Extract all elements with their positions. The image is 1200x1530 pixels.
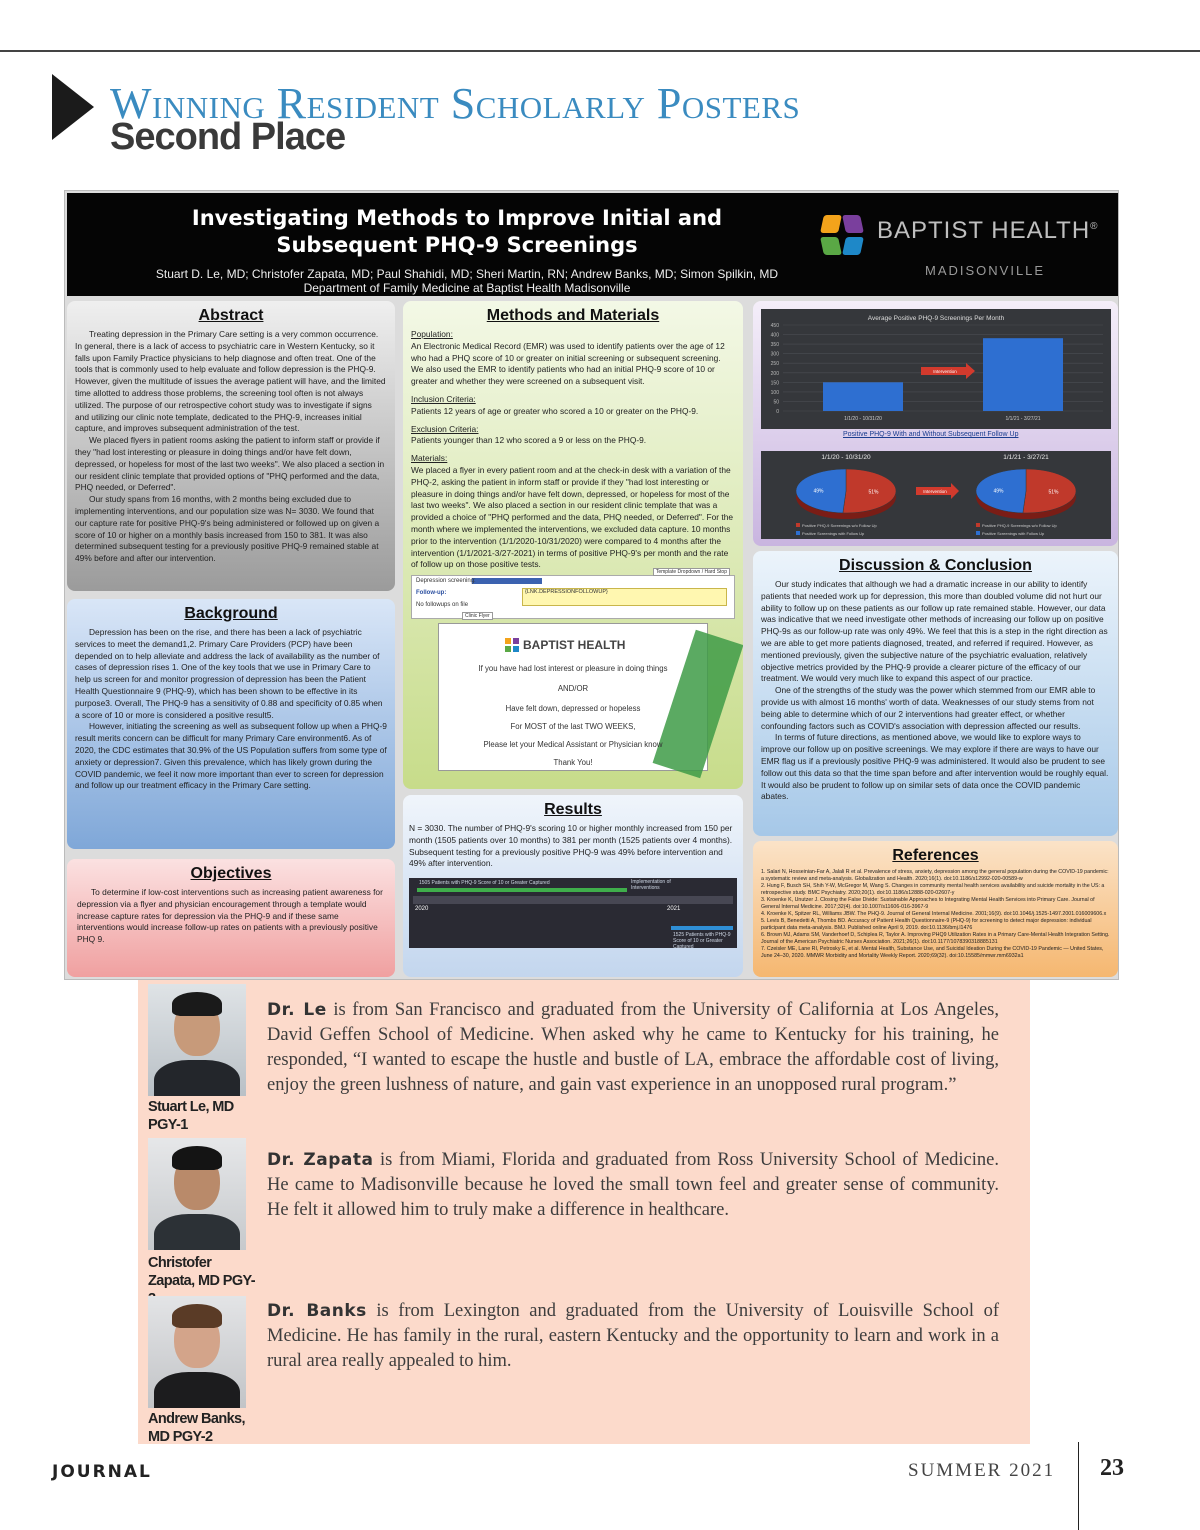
clinic-flyer <box>438 623 708 771</box>
results-text: N = 3030. The number of PHQ-9's scoring 10 or higher monthly increased from 150 per month (1505 patients over 10 months) to 381 per month (1525 patients over 4 months). Subsequent testing for a previously positive PHQ-9 was 49% before intervention and 49% after intervention. <box>409 823 733 869</box>
pie-charts <box>761 451 1111 539</box>
exclusion-text: Patients younger than 12 who scored a 9 or less on the PHQ-9. <box>411 435 647 446</box>
legend-label: Positive Screenings with Follow Up <box>982 531 1045 536</box>
chart-caption: Positive PHQ-9 With and Without Subsequent Follow Up <box>843 431 1019 438</box>
exclusion-label: Exclusion Criteria: <box>411 423 479 434</box>
flyer-line: Thank You! <box>553 758 593 768</box>
timeline-before-bar <box>417 888 627 892</box>
abstract-panel <box>67 301 395 591</box>
timeline-year: 2020 <box>415 906 429 913</box>
caption-name: Christofer <box>148 1255 212 1271</box>
timeline-months <box>413 896 733 904</box>
template-tag: Template Dropdown / Hard Stop <box>653 568 730 576</box>
template-row: No followups on file <box>416 602 469 609</box>
legend-swatch <box>976 523 980 527</box>
caption-title: MD PGY-2 <box>148 1429 213 1445</box>
poster <box>64 190 1119 980</box>
caption-title: PGY-1 <box>148 1117 188 1133</box>
legend-label: Positive PHQ-9 Screenings w/o Follow Up <box>982 523 1057 528</box>
population-label: Population: <box>411 329 453 339</box>
legend-swatch <box>796 531 800 535</box>
x-tick-label: 1/1/20 - 10/31/20 <box>844 416 882 422</box>
y-tick-label: 150 <box>770 380 779 387</box>
y-tick-label: 0 <box>776 409 779 415</box>
bar <box>983 338 1063 411</box>
y-tick-label: 400 <box>770 332 779 339</box>
poster-authors <box>87 267 847 295</box>
objectives-heading: Objectives <box>190 865 272 882</box>
footer-issue: SUMMER 2021 <box>908 1460 1056 1481</box>
department: Department of Family Medicine at Baptist Health Madisonville <box>303 281 631 295</box>
y-tick-label: 350 <box>770 342 779 349</box>
legend-label: Positive PHQ-9 Screenings w/o Follow Up <box>802 523 877 528</box>
andrew-banks-caption <box>148 1410 258 1446</box>
flyer-brand: BAPTIST HEALTH <box>523 638 626 653</box>
bio-text: is from Lexington and graduated from the University of Louisville School of Medicine. He has family in the rural, eastern Kentucky and the opportunity to learn and work in a rural area really appealed to him. <box>267 1301 999 1371</box>
poster-title: Investigating Methods to Improve Initial and Subsequent PHQ-9 Screenings <box>191 206 723 257</box>
logo-name: BAPTIST HEALTH® <box>877 217 1099 244</box>
reference-item: 3. Kroenke K, Unutzer J. Closing the False Divide: Sustainable Approaches to Integrating Mental Health Services into Primary Care. Journal of General Internal Medicine. 2017;32(4). doi:10.1007/s11606-016-3967-9 <box>761 897 1095 910</box>
methods-heading: Methods and Materials <box>486 307 660 324</box>
bio-name: Dr. Zapata <box>267 1150 374 1170</box>
top-rule <box>0 50 1200 52</box>
stuart-le-photo <box>148 984 246 1096</box>
abstract-heading: Abstract <box>198 307 264 324</box>
x-tick-label: 1/1/21 - 3/27/21 <box>1005 416 1041 422</box>
page-number: 23 <box>1100 1455 1124 1481</box>
discussion-panel <box>753 551 1118 836</box>
y-tick-label: 200 <box>770 370 779 377</box>
pie-chart-svg <box>761 451 1111 539</box>
flyer-line: Please let your Medical Assistant or Physician know <box>483 740 663 750</box>
inclusion-text: Patients 12 years of age or greater who scored a 10 or greater on the PHQ-9. <box>411 405 699 416</box>
results-heading: Results <box>544 801 602 818</box>
template-dropdown <box>472 578 542 584</box>
reference-item: 7. Czeisler ME, Lane RI, Petrosky E, et al. Mental Health, Substance Use, and Suicidal Ideation During the COVID-19 Pandemic — United States, June 24–30, 2020. MMWR Morbidity and Mortality Weekly Report. 2020;69(32). doi:10.15585/mmwr.mm6932a1 <box>761 946 1104 959</box>
section-arrow-icon <box>52 74 94 140</box>
references-panel <box>753 841 1118 977</box>
legend-label: Positive Screenings with Follow Up <box>802 531 865 536</box>
reference-item: 5. Levis B, Benedetti A, Thombs BD. Accuracy of Patient Health Questionnaire-9 (PHQ-9) for screening to detect major depression: individual participant data meta-analysis. BMJ. Published online April 9, 2019. doi:10.1136/bmj.l1476 <box>761 918 1092 931</box>
footer-divider <box>1078 1442 1079 1530</box>
template-row: Depression screening: <box>416 578 476 585</box>
timeline-label: 1505 Patients with PHQ-9 Score of 10 or Greater Captured <box>419 880 550 887</box>
baptist-health-logo <box>822 211 1112 286</box>
template-row: Follow-up: <box>416 590 447 597</box>
bio-name: Dr. Banks <box>267 1301 367 1321</box>
baptist-health-mark-icon <box>822 215 866 259</box>
stuart-le-caption <box>148 1098 258 1134</box>
section-title: Winning Resident Scholarly Posters <box>110 79 801 128</box>
bar-chart <box>761 309 1111 429</box>
charts-panel <box>753 301 1118 546</box>
christofer-zapata-photo <box>148 1138 246 1250</box>
y-tick-label: 100 <box>770 389 779 396</box>
background-text: However, initiating the screening as well as subsequent follow up when a PHQ-9 result merits concern can be difficult for many Primary Care environment6. As of 2020, the CDC estimates that 30.9% of the US Population suffers from some type of anxiety or depression7. Given this prevalence, which has likely grown during the COVID pandemic, we feel it now more important than ever to screen for depression and follow up our treatment efficacy in the Primary Care setting. <box>75 721 387 791</box>
abstract-text: Treating depression in the Primary Care setting is a very common occurrence. In general, there is a lack of access to psychiatric care in Western Kentucky, so it falls upon Family Practice physicians to help diagnose and often treat. One of the tools that is commonly used to help evaluate and follow depression is the PHQ-9. However, given the multitude of issues the average patient will have, and the limited time allotted to address those problems, the screening tool often is not always utilized. The purpose of our retrospective cohort study was to investigate if signs and utilizing our clinic note template, dedicated to the PHQ-9, increases initial capture, and improves subsequent administration of the test. <box>75 329 386 434</box>
bar-chart-svg <box>761 309 1111 429</box>
legend-swatch <box>976 531 980 535</box>
results-timeline <box>409 878 737 951</box>
discussion-text: One of the strengths of the study was the power which stemmed from our EMR able to provide us with almost 16 months' worth of data. Weaknesses of our study stems from not being able to determine which of our 2 interventions had greater effect, or whether confounding factors such as COVID's association with depression affected our results. <box>761 685 1096 731</box>
reference-item: 4. Kroenke K, Spitzer RL, Williams JBW. The PHQ-9. Journal of General Internal Medicine. 2001;16(9). doi:10.1046/j.1525-1497.2001.016009606.x <box>761 911 1107 917</box>
objectives-panel <box>67 859 395 977</box>
caption-name: Andrew Banks, <box>148 1411 245 1427</box>
pie-data-label: 49% <box>813 488 824 495</box>
flyer-line: AND/OR <box>557 684 589 694</box>
bio-le <box>267 998 999 1098</box>
pie-data-label: 51% <box>1048 489 1059 496</box>
footer-publication: JOURNAL <box>52 1462 152 1482</box>
abstract-text: Our study spans from 16 months, with 2 months being excluded due to implementing interventions, and our population size was N= 3030. We found that our capture rate for positive PHQ-9's being administered or followed up on given a score of 10 or higher on a monthly basis increased from 150 to 381. It was also determined subsequent testing for a previously positive PHQ-9 remained stable at 49% before and after our intervention. <box>75 494 380 564</box>
y-tick-label: 50 <box>773 399 779 406</box>
flyer-line: If you have had lost interest or pleasure in doing things <box>478 664 668 674</box>
references-heading: References <box>892 847 979 864</box>
bio-zapata <box>267 1148 999 1223</box>
clinic-flyer-tag: Clinic Flyer <box>462 612 493 620</box>
materials-text: We placed a flyer in every patient room and at the check-in desk with a variation of the PHQ-2, asking the patient in inform staff or provide if they "had lost interesting or pleasure in doing things and/or have felt down, depressed, or hopeless for most of the last two weeks". We also placed a section in our resident clinic template that was a provided a choice of "PHQ performed and the data, PHQ needed, or Deferred". For the month where we implemented the interventions, we excluded data capture. 10 months prior to the intervention (1/1/2020-10/31/2020) were compared to 4 months after the intervention (1/1/2021-3/27-2021) in terms of positive PHQ-9's per month and the rate of follow up on those positive tests. <box>411 464 734 570</box>
objectives-text: To determine if low-cost interventions such as increasing patient awareness for depression via a flyer and physician encouragement through a template would increase capture rates for depression via the PHQ-9 and if these same interventions would increase follow-up rates on patients with a previously positive PHQ 9. <box>77 887 383 945</box>
discussion-text: Our study indicates that although we had a dramatic increase in our ability to identify patients that needed work up for depression, this more than doubled volume did not hurt our ability to follow up on these patients as our follow up rate remained stable. However, our data was indicative that we need investigate other methods of increasing our follow up on positive PHQ-9s as our follow-up rate was only 49%. We feel that this is a step in the right direction as we are able to get more patients diagnosed, treated, and referred if required. However, as mentioned previously, given the subjective nature of the psychiatric evaluation, relatively objective metrics provided by the PHQ-9 provide a clearer picture of the efficacy of our treatment. We would very much like to expand this aspect of our practice. <box>761 579 1108 684</box>
materials-label: Materials: <box>411 453 448 464</box>
bar <box>823 382 903 411</box>
bio-text: is from Miami, Florida and graduated from Ross University School of Medicine. He came to Madisonville because he loved the small town feel and greater sense of community. He felt it allowed him to truly make a difference in healthcare. <box>267 1150 999 1220</box>
y-tick-label: 250 <box>770 361 779 368</box>
author-list: Stuart D. Le, MD; Christofer Zapata, MD; Paul Shahidi, MD; Sheri Martin, RN; Andrew Banks, MD; Simon Spilkin, MD <box>155 267 779 281</box>
poster-header <box>67 193 1118 296</box>
caption-title: Zapata, MD PGY- <box>148 1273 256 1289</box>
bar-chart-title: Average Positive PHQ-9 Screenings Per Month <box>867 315 1005 322</box>
andrew-banks-photo <box>148 1296 246 1408</box>
discussion-heading: Discussion & Conclusion <box>839 557 1032 574</box>
y-tick-label: 450 <box>770 323 779 329</box>
flyer-logo-icon <box>505 638 519 652</box>
background-text: Depression has been on the rise, and there has been a lack of psychiatric services to meet the demand1,2. Primary Care Providers (PCP) have been depended on to help alleviate and address the lack of availability as the number of cases of depression rises 1. One of the key tools that we use in Primary Care to help us screen for and monitor progression of depression has been the Patient Health Questionnaire 9 (PHQ-9), which has been shown to be effective in its purpose3. Overall, The PHQ-9 has a sensitivity of 0.88 and specificity of 0.85 when a score of 10 or more is considered a positive result5. <box>75 627 383 720</box>
reference-item: 2. Hung F, Busch SH, Shih Y-W, McGregor M, Wang S. Changes in community mental health services availability and suicide mortality in the US: a retrospective study. BMC Psychiatry. 2020;20(1). doi:10.1186/s12888-020-02607-y <box>761 883 1105 896</box>
inclusion-label: Inclusion Criteria: <box>411 393 476 404</box>
template-followup-box: {LNK.DEPRESSIONFOLLOWUP} <box>522 588 727 606</box>
bio-banks <box>267 1299 999 1374</box>
legend-swatch <box>796 523 800 527</box>
timeline-impl-label: Implementation of Interventions <box>631 879 671 892</box>
discussion-text: In terms of future directions, as mentioned above, we would like to explore ways to improve our follow up on positive screenings. We may explore if there are ways to have our EMR flag us if a previously positive PHQ-9 was administered. It would also be prudent to see follow out this data so that the time span before and after intervention would be roughly equal. It would also be prudent to follow up on similar sets of data once the COVID pandemic abates. <box>761 732 1109 802</box>
flyer-line: Have felt down, depressed or hopeless <box>505 704 641 714</box>
pie-title: 1/1/21 - 3/27/21 <box>1003 454 1049 461</box>
background-panel <box>67 599 395 849</box>
timeline-year: 2021 <box>667 906 681 913</box>
abstract-text: We placed flyers in patient rooms asking the patient to inform staff or provide if they "had lost interesting or pleasure in doing things and/or have felt down, depressed, or hopeless for most of the last two weeks". We also placed a section in our resident clinic template that provided options of "PHQ performed and the data, PHQ needed, or Deferred". <box>75 435 385 493</box>
bio-name: Dr. Le <box>267 1000 327 1020</box>
flyer-line: For MOST of the last TWO WEEKS, <box>510 722 636 732</box>
caption-name: Stuart Le, MD <box>148 1099 234 1115</box>
section-subtitle: Second Place <box>110 116 346 158</box>
pie-data-label: 51% <box>868 489 879 496</box>
timeline-after-bar <box>671 926 733 930</box>
template-screenshot <box>411 569 735 620</box>
methods-panel <box>403 301 743 789</box>
logo-location: MADISONVILLE <box>925 263 1046 278</box>
results-panel <box>403 795 743 977</box>
population-text: An Electronic Medical Record (EMR) was used to identify patients over the age of 12 who had a PHQ score of 10 or greater on initial screening or subsequent screening. We also used the EMR to identify patients who had an initial PHQ-9 score of 10 or greater and whether they were screened on a subsequent visit. <box>411 340 725 387</box>
background-heading: Background <box>184 605 278 622</box>
bio-text: is from San Francisco and graduated from the University of California at Los Angeles, David Geffen School of Medicine. When asked why he came to Kentucky for his training, he responded, “I wanted to escape the hustle and bustle of LA, embrace the affordable cost of living, enjoy the green lushness of nature, and gain vast experience in an unopposed rural program.” <box>267 1000 999 1095</box>
timeline-after-label: 1525 Patients with PHQ-9 Score of 10 or Greater Captured <box>673 932 731 951</box>
intervention-label: Intervention <box>923 489 947 494</box>
pie-data-label: 49% <box>993 488 1004 495</box>
pie-title: 1/1/20 - 10/31/20 <box>821 454 871 461</box>
intervention-label: Intervention <box>933 369 957 374</box>
reference-item: 6. Brown MJ, Adams SM, Vanderhoef D, Schiplea R, Taylor A. Improving PHQ9 Utilization Rates in a Primary Care-Mental Health Integration Setting. Journal of the American Psychiatric Nurses Association. 2021;26(1). doi:10.1177/1078390318885131 <box>761 932 1110 945</box>
reference-item: 1. Salari N, Hosseinian-Far A, Jalali R et al. Prevalence of stress, anxiety, depression among the general population during the COVID-19 pandemic: a systematic review and meta-analysis. Globalization and Health. 2020;16(1). doi:10.1186/s12992-020-00589-w <box>761 869 1109 882</box>
y-tick-label: 300 <box>770 351 779 358</box>
